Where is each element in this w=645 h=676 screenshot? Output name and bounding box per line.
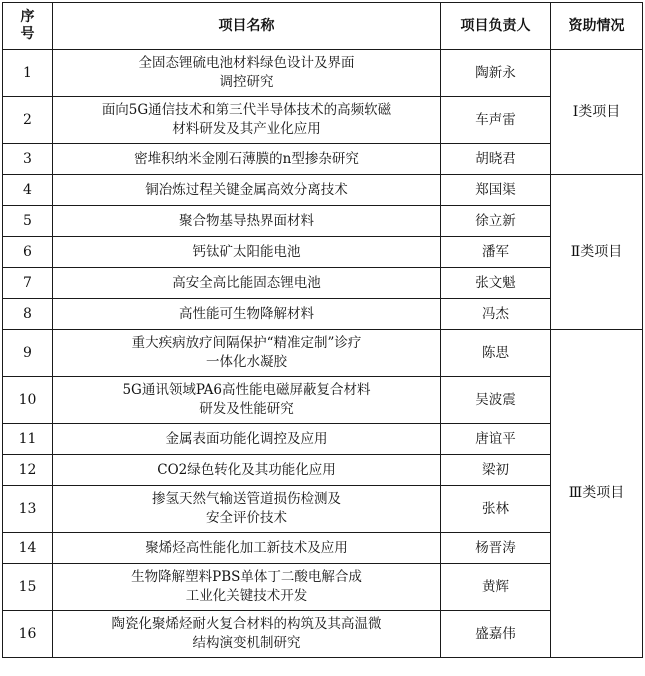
row-seq: 6 <box>3 237 53 268</box>
row-project-name <box>53 533 441 564</box>
table-row <box>3 97 643 144</box>
header-project-leader: 项目负责人 <box>441 3 551 50</box>
project-name-line: 铜冶炼过程关键金属高效分离技术 <box>145 181 348 198</box>
table-header-row <box>3 3 643 50</box>
row-project-name <box>53 97 441 144</box>
project-name-line: 研发及性能研究 <box>199 401 294 417</box>
project-name-line: CO2绿色转化及其功能化应用 <box>157 461 336 478</box>
row-project-leader: 车声雷 <box>441 97 551 144</box>
table-row <box>3 206 643 237</box>
row-project-leader: 张林 <box>441 486 551 533</box>
row-seq: 3 <box>3 144 53 175</box>
project-name-line: 安全评价技术 <box>206 510 287 526</box>
header-funding: 资助情况 <box>551 3 643 50</box>
row-project-name <box>53 377 441 424</box>
row-seq: 10 <box>3 377 53 424</box>
project-name-line: 工业化关键技术开发 <box>185 588 308 604</box>
project-name-line: 高性能可生物降解材料 <box>179 305 314 322</box>
table-row <box>3 486 643 533</box>
table-row <box>3 424 643 455</box>
table-row <box>3 268 643 299</box>
row-project-leader: 陶新永 <box>441 50 551 97</box>
row-project-name <box>53 486 441 533</box>
project-name-line: 全固态锂硫电池材料绿色设计及界面 <box>138 55 355 71</box>
row-project-leader: 胡晓君 <box>441 144 551 175</box>
row-project-name <box>53 299 441 330</box>
row-project-leader: 陈思 <box>441 330 551 377</box>
row-project-name <box>53 455 441 486</box>
row-seq: 9 <box>3 330 53 377</box>
row-seq: 14 <box>3 533 53 564</box>
project-name-line: 生物降解塑料PBS单体丁二酸电解合成 <box>131 569 362 585</box>
row-project-name <box>53 564 441 611</box>
project-name-line: 金属表面功能化调控及应用 <box>165 430 328 447</box>
header-project-name: 项目名称 <box>53 3 441 50</box>
row-project-name <box>53 206 441 237</box>
row-project-name <box>53 175 441 206</box>
row-seq: 8 <box>3 299 53 330</box>
row-project-leader: 杨晋涛 <box>441 533 551 564</box>
project-name-line: 面向5G通信技术和第三代半导体技术的高频软磁 <box>101 102 392 118</box>
table-row <box>3 611 643 658</box>
row-seq: 1 <box>3 50 53 97</box>
row-project-name <box>53 237 441 268</box>
table-row <box>3 564 643 611</box>
funding-category: Ⅱ类项目 <box>551 175 643 330</box>
table-row <box>3 144 643 175</box>
row-project-name <box>53 611 441 658</box>
table-row <box>3 299 643 330</box>
project-name-line: 掺氢天然气输送管道损伤检测及 <box>152 491 341 507</box>
table-row <box>3 175 643 206</box>
row-project-leader: 唐谊平 <box>441 424 551 455</box>
project-name-line: 结构演变机制研究 <box>192 635 301 651</box>
table-row <box>3 330 643 377</box>
row-project-name <box>53 330 441 377</box>
row-project-leader: 张文魁 <box>441 268 551 299</box>
table-row <box>3 50 643 97</box>
row-project-leader: 盛嘉伟 <box>441 611 551 658</box>
project-name-line: 聚烯烃高性能化加工新技术及应用 <box>145 539 348 556</box>
project-name-line: 重大疾病放疗间隔保护“精准定制”诊疗 <box>131 335 362 351</box>
project-name-line: 陶瓷化聚烯烃耐火复合材料的构筑及其高温微 <box>111 616 382 632</box>
table-row <box>3 533 643 564</box>
table-row <box>3 455 643 486</box>
project-name-line: 调控研究 <box>219 74 274 90</box>
row-project-leader: 郑国渠 <box>441 175 551 206</box>
funding-category: Ⅰ类项目 <box>551 50 643 175</box>
project-name-line: 5G通讯领域PA6高性能电磁屏蔽复合材料 <box>122 382 371 398</box>
project-name-line: 钙钛矿太阳能电池 <box>192 243 301 260</box>
table-row <box>3 237 643 268</box>
row-seq: 5 <box>3 206 53 237</box>
row-seq: 11 <box>3 424 53 455</box>
row-project-name <box>53 268 441 299</box>
project-name-line: 聚合物基导热界面材料 <box>179 212 314 229</box>
project-name-line: 密堆积纳米金刚石薄膜的n型掺杂研究 <box>134 150 359 167</box>
row-seq: 13 <box>3 486 53 533</box>
funding-category: Ⅲ类项目 <box>551 330 643 658</box>
row-seq: 16 <box>3 611 53 658</box>
row-project-leader: 梁初 <box>441 455 551 486</box>
row-project-leader: 黄辉 <box>441 564 551 611</box>
table-body <box>3 50 643 658</box>
row-seq: 4 <box>3 175 53 206</box>
row-project-leader: 潘军 <box>441 237 551 268</box>
row-seq: 2 <box>3 97 53 144</box>
row-project-leader: 冯杰 <box>441 299 551 330</box>
row-project-name <box>53 144 441 175</box>
row-project-leader: 吴波震 <box>441 377 551 424</box>
row-project-leader: 徐立新 <box>441 206 551 237</box>
project-name-line: 一体化水凝胶 <box>206 354 287 370</box>
project-name-line: 材料研发及其产业化应用 <box>172 121 321 137</box>
row-seq: 7 <box>3 268 53 299</box>
row-project-name <box>53 50 441 97</box>
header-seq: 序号 <box>3 3 53 50</box>
row-seq: 15 <box>3 564 53 611</box>
project-table <box>2 2 643 658</box>
row-seq: 12 <box>3 455 53 486</box>
row-project-name <box>53 424 441 455</box>
project-name-line: 高安全高比能固态锂电池 <box>172 274 321 291</box>
table-row <box>3 377 643 424</box>
